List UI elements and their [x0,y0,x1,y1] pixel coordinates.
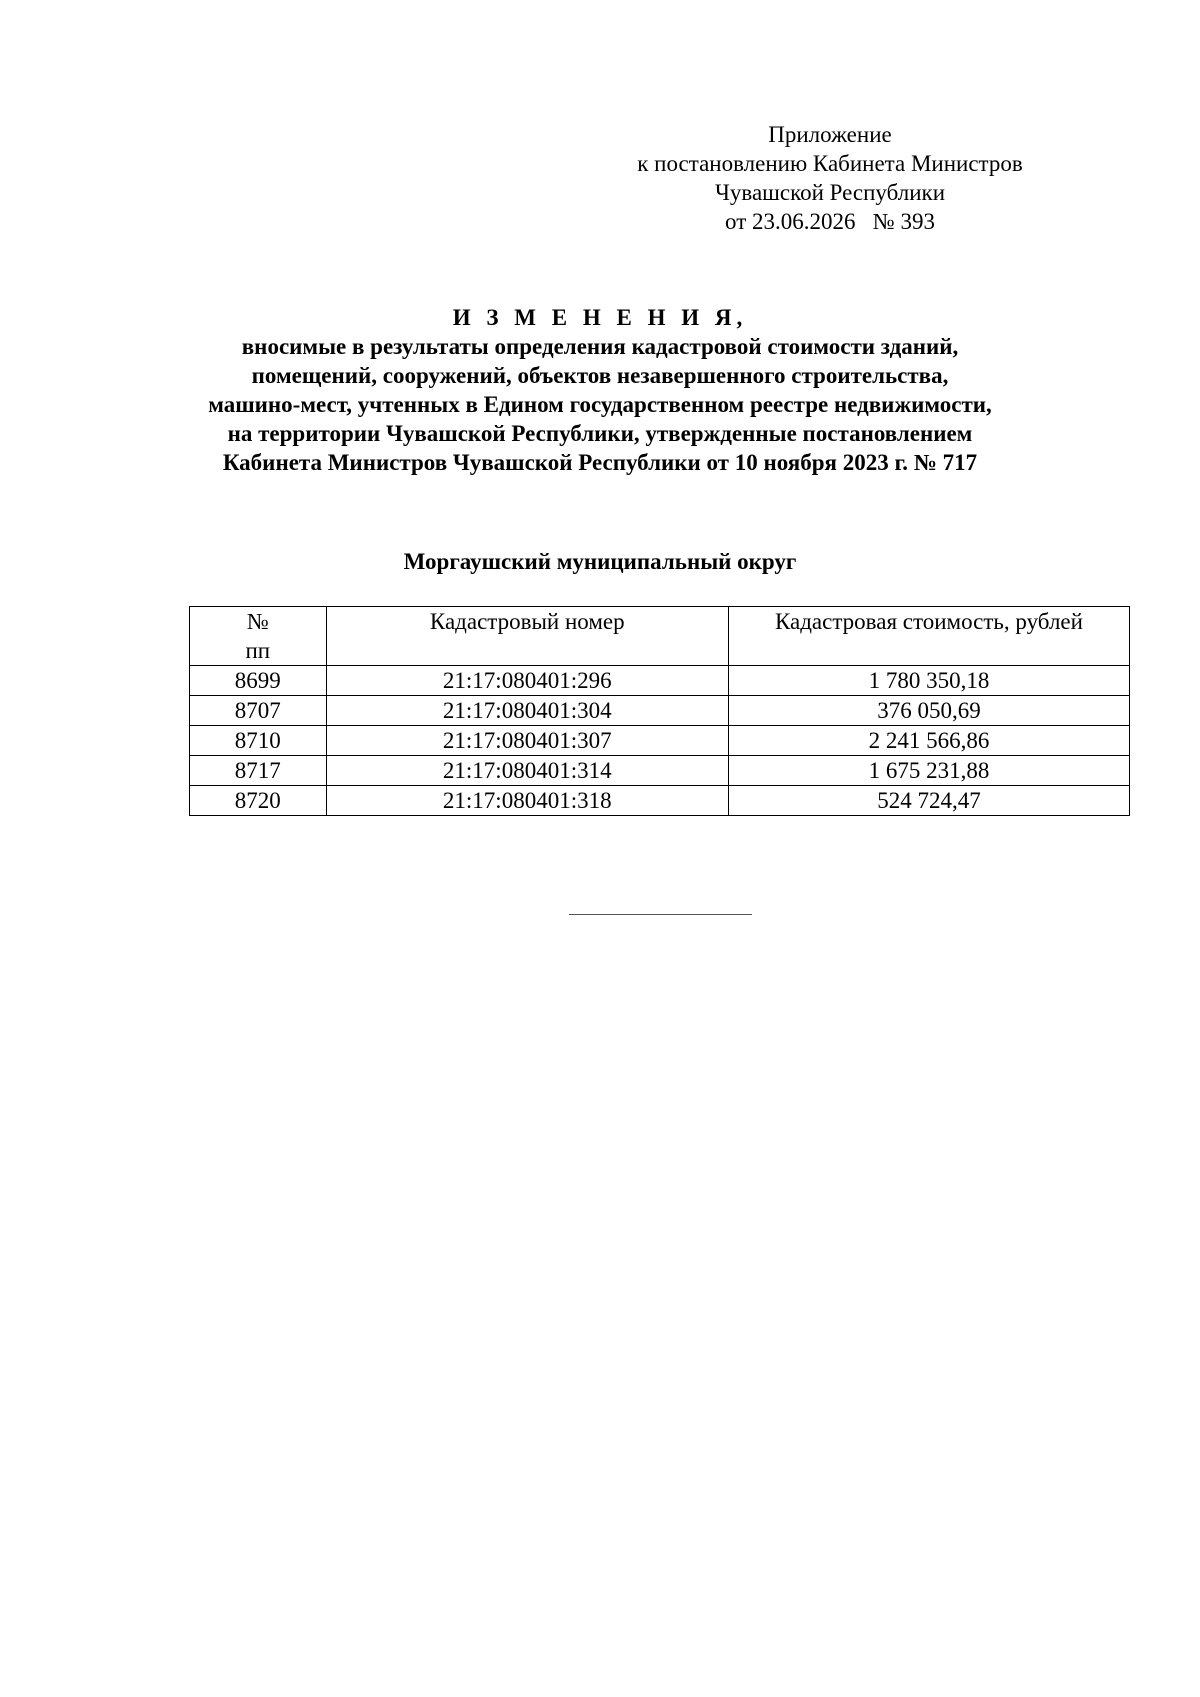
cell-cadastral: 21:17:080401:307 [326,726,728,756]
table-row [190,786,1130,816]
cell-num: 8707 [190,696,327,726]
cell-cost: 524 724,47 [728,786,1129,816]
cell-cost: 2 241 566,86 [728,726,1129,756]
cell-cadastral: 21:17:080401:318 [326,786,728,816]
table-header-row [190,607,1130,666]
end-divider-line [569,914,752,915]
cell-cost: 376 050,69 [728,696,1129,726]
header-num-line-2: пп [245,638,271,663]
cadastral-table [189,606,1130,816]
header-cadastral: Кадастровый номер [326,607,728,666]
appendix-line-2: к постановлению Кабинета Министров [637,151,1023,176]
table-row [190,696,1130,726]
title-line-1: вносимые в результаты определения кадастровой стоимости зданий, [241,334,959,359]
cell-num: 8717 [190,756,327,786]
district-heading: Моргаушский муниципальный округ [403,549,797,574]
cell-cadastral: 21:17:080401:296 [326,666,728,696]
cell-num: 8720 [190,786,327,816]
cell-cost: 1 675 231,88 [728,756,1129,786]
cell-cadastral: 21:17:080401:304 [326,696,728,726]
appendix-line-3: Чувашской Республики [714,180,946,205]
appendix-line-4: от 23.06.2026 № 393 [725,209,935,234]
table-row [190,756,1130,786]
cell-num: 8699 [190,666,327,696]
table-row [190,726,1130,756]
table-row [190,666,1130,696]
document-title [150,303,1050,477]
title-line-2: помещений, сооружений, объектов незавершенного строительства, [251,363,949,388]
title-line-5: Кабинета Министров Чувашской Республики от 10 ноября 2023 г. № 717 [222,450,978,475]
title-line-4: на территории Чувашской Республики, утвержденные постановлением [227,421,973,446]
header-num [190,607,327,666]
header-cost: Кадастровая стоимость, рублей [728,607,1129,666]
cell-cost: 1 780 350,18 [728,666,1129,696]
header-num-line-1: № [246,609,269,634]
cell-cadastral: 21:17:080401:314 [326,756,728,786]
title-main: И З М Е Н Е Н И Я, [452,305,748,330]
title-line-3: машино-мест, учтенных в Едином государственном реестре недвижимости, [208,392,992,417]
cell-num: 8710 [190,726,327,756]
appendix-block [620,120,1040,236]
appendix-line-1: Приложение [768,122,892,147]
